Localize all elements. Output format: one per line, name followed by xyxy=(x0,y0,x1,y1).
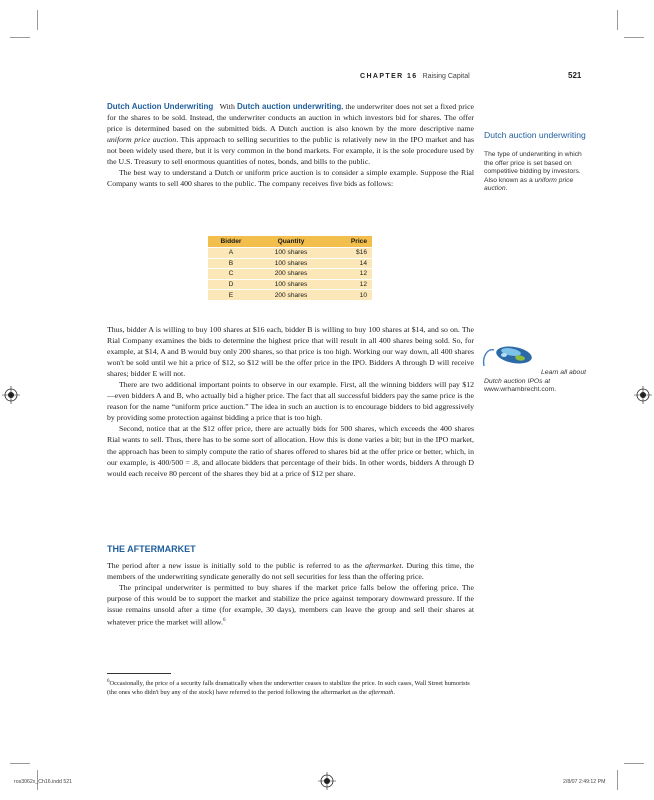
table-cell: 100 shares xyxy=(254,258,328,269)
column-header: Bidder xyxy=(208,236,254,248)
runin-heading: Dutch Auction Underwriting xyxy=(107,102,214,111)
text-run: . This approach to selling securities to the public is relatively new in the IPO market and has not been widely used there, but it is very common in the bond markets. For example, it is the sole procedure used by the U.S. Treasury to sell enormous quantities of notes, bonds, and bills to the public. xyxy=(107,135,475,167)
table-row xyxy=(208,258,372,269)
registration-mark-icon xyxy=(318,772,336,790)
table-cell: $16 xyxy=(328,248,372,259)
text-run: . During this time, the members of the underwriting syndicate generally do not sell securities for less than the offering price. xyxy=(107,561,474,582)
crop-mark xyxy=(10,37,30,38)
column-header: Price xyxy=(328,236,372,248)
page-number: 521 xyxy=(568,71,582,80)
table-cell: 200 shares xyxy=(254,290,328,300)
crop-mark xyxy=(624,763,644,764)
registration-mark-icon xyxy=(2,386,20,404)
text-run: The principal underwriter is permitted to buy shares if the market price falls below the offering price. The purpose of this would be to support the market and stabilize the price against temporary downward pressure. If the issue remains unsold after a time (for example, 30 days), members can leave the group and sell their shares at whatever price the market will allow. xyxy=(107,583,474,627)
crop-mark xyxy=(37,10,38,30)
body-text-after-table xyxy=(107,324,474,479)
paragraph: There are two additional important points to observe in our example. First, all the winning bidders will pay $12—even bidders A and B, who actually bid a higher price. The fact that all successful bidders pay the same price is the reason for the name “uniform price auction.” The idea in such an auction is to encourage bidders to bid aggressively by providing some protection against bidding a price that is too high. xyxy=(107,380,474,423)
table-cell: D xyxy=(208,279,254,290)
table-cell: 10 xyxy=(328,290,372,300)
italic-term: aftermarket xyxy=(365,561,402,570)
footnote-reference: 6 xyxy=(222,618,226,624)
paragraph xyxy=(107,560,474,582)
text-run: Occasionally, the price of a security falls dramatically when the underwriter ceases to stabilize the price. In such cases, Wall Street humorists (the ones who didn't buy any of the stock) have referred to the period following the aftermarket as the xyxy=(107,680,470,697)
table-cell: E xyxy=(208,290,254,300)
margin-glossary-term: Dutch auction underwriting xyxy=(484,130,586,140)
body-text-aftermarket xyxy=(107,560,474,628)
paragraph xyxy=(107,582,474,628)
paragraph xyxy=(107,101,474,167)
text-run: , the underwriter does not set a fixed price for the shares to be sold. Instead, the underwriter conducts an auction in which investors bid for shares. The offer price is determined based on the submitted bids. A Dutch auction is also known by the more descriptive name xyxy=(107,102,474,134)
section-heading-aftermarket: THE AFTERMARKET xyxy=(107,544,196,554)
table-cell: B xyxy=(208,258,254,269)
web-note-link[interactable]: www.wrhambrecht.com. xyxy=(484,386,557,394)
table-cell: 12 xyxy=(328,279,372,290)
text-run: With xyxy=(219,102,237,111)
slug-filename: ros3062x_Ch16.indd 521 xyxy=(14,779,72,785)
chapter-label: CHAPTER 16 xyxy=(360,73,418,80)
table-row xyxy=(208,248,372,259)
table-header-row xyxy=(208,236,372,248)
crop-mark xyxy=(617,10,618,30)
bids-table xyxy=(208,236,372,300)
table-cell: 100 shares xyxy=(254,279,328,290)
table-row xyxy=(208,290,372,300)
column-header: Quantity xyxy=(254,236,328,248)
slug-timestamp: 2/8/07 2:49:12 PM xyxy=(563,779,606,785)
web-note-line: Learn all about xyxy=(541,369,586,376)
crop-mark xyxy=(624,37,644,38)
web-note xyxy=(484,369,586,395)
text-run: . xyxy=(505,185,508,193)
running-head xyxy=(360,73,580,80)
paragraph: The best way to understand a Dutch or uniform price auction is to consider a simple example. Suppose the Rial Company wants to sell 400 shares to the public. The company receives five bids as follows: xyxy=(107,168,474,189)
table-cell: 100 shares xyxy=(254,248,328,259)
section-title: Raising Capital xyxy=(422,73,470,80)
footnote xyxy=(107,677,474,698)
footnote-mark: 6 xyxy=(107,679,110,684)
crop-mark xyxy=(617,770,618,790)
computer-mouse-icon xyxy=(480,344,540,370)
italic-term: uniform price auction xyxy=(484,176,574,193)
footnote-rule xyxy=(107,673,171,674)
paragraph: Thus, bidder A is willing to buy 100 shares at $16 each, bidder B is willing to buy 100 shares at $14, and so on. The Rial Company examines the bids to determine the highest price that will result in all 400 shares being sold. So, for example, at $14, A and B would buy only 200 shares, so that price is too high. Working our way down, all 400 shares won't be sold until we hit a price of $12, so $12 will be the offer price in the IPO. Bidders A through D will receive shares; bidder E will not. xyxy=(107,325,474,379)
text-run: The type of underwriting in which the offer price is set based on competitive bidding by investors. Also known as a xyxy=(484,151,582,184)
italic-term: aftermath xyxy=(368,689,394,697)
table-cell: C xyxy=(208,269,254,280)
registration-mark-icon xyxy=(634,386,652,404)
text-run: . xyxy=(393,689,395,697)
crop-mark xyxy=(10,763,30,764)
table-row xyxy=(208,279,372,290)
table-cell: 14 xyxy=(328,258,372,269)
table-row xyxy=(208,269,372,280)
margin-glossary-definition xyxy=(484,151,589,194)
table-cell: 200 shares xyxy=(254,269,328,280)
paragraph: Second, notice that at the $12 offer price, there are actually bids for 500 shares, which exceeds the 400 shares Rial wants to sell. Thus, there has to be some sort of allocation. How this is done varies a bit; but in the IPO market, the approach has been to simply compute the ratio of shares offered to shares bid at the offer price or better, which, in our example, is 400/500 = .8, and allocate bidders that percentage of their bids. In other words, bidders A through D would each receive 80 percent of the shares they bid at a price of $12 per share. xyxy=(107,424,474,478)
body-text-dutch-auction xyxy=(107,101,474,189)
text-run: The period after a new issue is initially sold to the public is referred to as the xyxy=(107,561,366,570)
key-term: Dutch auction underwriting xyxy=(236,102,342,111)
table-cell: A xyxy=(208,248,254,259)
web-note-line: Dutch auction IPOs at xyxy=(484,377,551,385)
italic-term: uniform price auction xyxy=(107,135,177,145)
table-cell: 12 xyxy=(328,269,372,280)
